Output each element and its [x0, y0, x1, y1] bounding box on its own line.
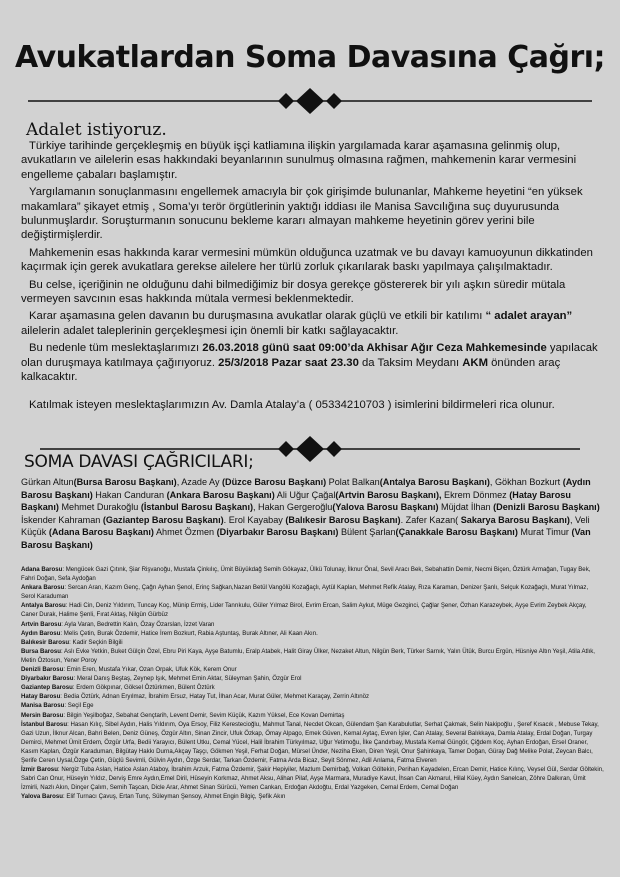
bar-list-row [21, 601, 604, 619]
caller-name: , Azade Ay [176, 477, 223, 487]
contact-note: Katılmak isteyen meslektaşlarımızın Av. Damla Atalay’a ( 05334210703 ) isimlerini bildirmeleri rica olunur. [29, 398, 555, 411]
bar-name: Diyarbakır Barosu [21, 675, 74, 683]
separator: : [73, 675, 77, 683]
bar-name: Yalova Barosu [21, 793, 63, 801]
page-title: Avukatlardan Soma Davasına Çağrı; [14, 40, 606, 75]
bar-list-row [21, 620, 604, 629]
bar-members: Erdem Gökpınar, Göksel Öztürkmen, Bülent Öztürk [76, 684, 215, 692]
caller-role: (Adana Barosu Başkanı) [48, 527, 154, 537]
bar-members: Hadi Cin, Deniz Yıldırım, Tuncay Koç, Münip Ermiş, Lider Tanrıkulu, Güler Yılmaz Birol, Evrim Ercan, Salim Aykut, Müge Gezginci, Çağlar Şener, Özhan Karazeybek, Ayşe Evrim Zeybek Akçay, Caner Durak, Halime Şenli, Fırat Aktaş, Nilgün Gürbüz [21, 602, 587, 619]
bar-name: Mersin Barosu [21, 711, 64, 719]
section-title: SOMA DAVASI ÇAĞRICILARI; [24, 452, 254, 472]
bar-name: Ankara Barosu [21, 584, 65, 592]
bar-members: Kadir Seçkin Bilgili [72, 638, 123, 646]
bar-name: Hatay Barosu [21, 693, 61, 701]
bar-list-row [21, 674, 604, 683]
bar-members: Seçil Ege [67, 702, 94, 710]
caller-role: (İstanbul Barosu Başkanı) [140, 502, 253, 512]
caller-role: (Van Barosu Başkanı) [21, 527, 591, 550]
caller-name: İskender Kahraman [21, 514, 103, 525]
bar-members: Hasan Kılıç, Sibel Aydın, Halis Yıldırım, Oya Ersoy, Filiz Kerestecioğlu, Mahmut Tanal, Necdet Okcan, Gülendam Şan Karabulutlar, Serhat Çakmak, Selin Nakipoğlu , Şeref Kısacık , Mebuse Tekay, Gazi Uzun, İlknur Alcan, Bahri Belen, Deniz Güneş, Özgür Altın, Sinan Zincir, Ufuk Özkap, Ömay Alpago, Emek Güven, Kemal Aytaç, Evren İşler, Can Atalay, Several Balıkkaya, Damla Atalay, Erdal Doğan, Turgay Demirci, Mehmet Ümit Erdem, Özgür Urfa, Bedii Yarayıcı, Bülent Utku, Cemal Yücel, Halil İbrahim Türkyılmaz, Uğur Yetimoğu, İlke Çandırbay, Mustafa Kemal Güngör, Çiğdem Koç, Ayhan Erdoğan, Ersel Oraner, Kasım Kaplan, Özgür Karaduman, Bilgütay Hakkı Durna,Akçay Taşçı, Gökmen Yeşil, Ferhat Doğan, Mürsel Ünder, Neziha Eken, Diren Yeşil, Onur Şahinkaya, Tamer Doğan, Güray Dağ Melike Polat, Zeycan Balcı, Şerife Ceren Uysal,Özge Çetin, Güçlü Sevimli, Gülvin Aydın, Özge Serdar, Tarkan Özdemir, Fatma Arda Bicaz, Seyit Sönmez, Adil Anlama, Fatma Elveren [21, 720, 599, 764]
bar-list-row [21, 792, 604, 801]
separator: : [61, 620, 65, 628]
separator: : [65, 602, 70, 610]
paragraph-6: Bu nedenle tüm meslektaşlarımızı 26.03.2018 günü saat 09:00’da Akhisar Ağır Ceza Mahkemesinde yapılacak olan duruşmaya katılmaya çağırıyoruz. 25/3/2018 Pazar saat 23.30 da Taksim Meydanı AKM önünden araç kalkacaktır. [21, 342, 598, 384]
paragraph-3: Mahkemenin esas hakkında karar vermesini mümkün olduğunca uzatmak ve bu davayı kamuoyunun dikkatinden kaçırmak için gerek avukatlara gerekse ailelere her türlü zorluk çıkarılarak baskı yapılmaya çalışılmaktadır. [21, 246, 593, 274]
caller-name: , Veli Küçük [21, 514, 590, 537]
subtitle: Adalet istiyoruz. [26, 120, 167, 140]
separator: : [60, 693, 64, 701]
bar-members: Bilgin Yeşilboğaz, Sebahat Gençtarih, Levent Demir, Sevim Küçük, Kazım Yüksel, Ece Kovan Demirtaş [66, 711, 345, 719]
caller-role: (Artvin Barosu Başkanı), [335, 489, 442, 500]
bar-list-row [21, 629, 604, 638]
caller-role: (Antalya Barosu Başkanı) [379, 477, 490, 487]
bar-members: Sercan Aran, Kazım Genç, Çağrı Ayhan Şenol, Erinç Sağkan,Nazan Betül Vangölü Kozağaçlı, Aytül Kaplan, Mehmet Refik Atalay, Rıza Karaman, Denizer Şanlı, Selçuk Kozağaçlı, Murat Yılmaz, Serol Karaduman [21, 584, 589, 601]
caller-role: (Bursa Barosu Başkanı) [73, 477, 177, 487]
separator: : [63, 793, 67, 801]
separator: : [62, 566, 66, 573]
bar-name: Bursa Barosu [21, 647, 61, 655]
caller-role: (Denizli Barosu Başkanı) [493, 502, 600, 512]
bar-members: Ayla Varan, Bedrettin Kalın, Özay Özarslan, İzzet Varan [64, 620, 215, 628]
separator: : [64, 584, 68, 592]
bar-name: Gaziantep Barosu [21, 684, 73, 692]
callers-list [21, 476, 601, 551]
body-text [21, 139, 599, 415]
caller-role: (Yalova Barosu Başkanı) [332, 502, 439, 512]
caller-name: Müjdat İlhan [438, 502, 494, 512]
paragraph-5: Karar aşamasına gelen davanın bu duruşmasına avukatlar olarak güçlü ve etkili bir katılımı “ adalet arayan” ailelerin adalet taleplerinin gerçekleşmesi için önemli bir katkı sağlayacaktır. [21, 310, 573, 337]
caller-name: Polat Balkan [326, 477, 380, 487]
bar-name: Balıkesir Barosu [21, 638, 70, 646]
bar-list-row [21, 711, 604, 720]
caller-name: Ahmet Özmen [153, 527, 217, 537]
bar-list-row [21, 683, 604, 692]
caller-name: . Zafer Kazan( [400, 514, 459, 525]
separator: : [64, 702, 68, 710]
bar-list-row [21, 720, 604, 765]
bar-members: Mengücek Gazi Çıtınk, Şiar Rişvanoğu, Mustafa Çinkılıç, Ümit Büyükdağ Semih Gökayaz, Ülkü Tolunay, İlknur Önal, Sevil Aracı Bek, Sebahattin Demir, Necmi Biçen, Öztürk Armağan, Tugay Bek, Fahri Doğan, Sefa Aydoğan [21, 566, 591, 583]
bar-name: İzmir Barosu [21, 766, 58, 774]
bar-name: Manisa Barosu [21, 702, 65, 710]
caller-name: Ekrem Dönmez [441, 489, 510, 500]
caller-name: . Erol Kayabay [223, 514, 286, 525]
bar-list-row [21, 647, 604, 665]
caller-role: (Çanakkale Barosu Başkanı) [395, 527, 518, 537]
bar-members: Meral Danış Beştaş, Zeynep Işık, Mehmet Emin Aktar, Süleyman Şahin, Özgür Erol [76, 675, 302, 683]
separator: : [57, 766, 62, 774]
caller-role: (Hatay Barosu Başkanı) [21, 489, 571, 512]
caller-role: (Gaziantep Barosu Başkanı) [102, 514, 224, 525]
caller-name: Ali Uğur Çağal [274, 489, 336, 500]
caller-name: Gürkan Altun [21, 477, 74, 487]
paragraph-4: Bu celse, içeriğinin ne olduğunu dahi bilmediğimiz bir dosya gerekçe göstererek bir yılı aşkın süredir mütala vermeyen savcının esas hakkında mütala vermesi beklenmektedir. [21, 278, 566, 306]
bar-members: Bedia Öztürk, Adnan Eryılmaz, İbrahim Ersuz, Hatay Tut, İlhan Acar, Murat Güler, Mehmet Karaçay, Zerrin Altınöz [63, 693, 370, 701]
bar-name: Artvin Barosu [21, 620, 62, 628]
separator: : [72, 684, 77, 692]
caller-name: , Gökhan Bozkurt [489, 477, 563, 487]
bar-name: Antalya Barosu [21, 602, 66, 610]
paragraph-1: Türkiye tarihinde gerçekleşmiş en büyük işçi katliamına ilişkin yargılamada karar aşamasına gelinmiş olup, avukatların ve ailelerin esas hakkındaki beyanlarının sunulmuş olmasına rağmen, mahkemenin karar vermesini engelleme çabaları başlamıştır. [21, 140, 577, 181]
bar-members: Melis Çetin, Burak Özdemir, Hatice İrem Bozkurt, Rabia Aştuntaş, Burak Altıner, Ali Kaan Akın. [63, 629, 318, 637]
bar-members: Aslı Evke Yetkin, Buket Gülçin Özel, Ebru Piri Kaya, Ayşe Batumlu, Eralp Atabek, Halit Giray Ülker, Nezaket Altun, Nilgün Berk, Türker Sarnık, Yalın Ütük, Burcu Ergün, Hüsniye Altın Yeşil, Atila Atlık, Metin Öztosun, Yener Poroy [21, 647, 595, 664]
bar-name: Aydın Barosu [21, 629, 61, 637]
bar-members: Emin Eren, Mustafa Yıkar, Ozan Orpak, Ufuk Kök, Kerem Onur [66, 666, 237, 674]
caller-role: (Balıkesir Barosu Başkanı) [285, 514, 401, 525]
bar-name: Denizli Barosu [21, 666, 64, 674]
caller-name: Murat Timur [517, 527, 572, 537]
bar-list-row [21, 765, 604, 792]
separator: : [69, 638, 73, 646]
separator: : [67, 720, 71, 728]
bar-list-row [21, 692, 604, 701]
bar-name: Adana Barosu [21, 566, 63, 573]
bar-association-list [21, 565, 604, 801]
bar-list-row [21, 583, 604, 601]
caller-role: (Aydın Barosu Başkanı) [21, 477, 591, 500]
separator: : [63, 711, 67, 719]
caller-name: Bülent Şarlan [338, 527, 396, 537]
separator: : [63, 666, 67, 674]
caller-role: (Ankara Barosu Başkanı) [166, 489, 275, 500]
paragraph-2: Yargılamanın sonuçlanmasını engellemek amacıyla bir çok girişimde bulunanlar, Mahkeme heyetini “en yüksek makamlara” şikayet etmiş , Soma’yı terör örgütlerinin yaktığı iddiası ile Manisa Savcılığına suç duyurusunda bulunmuşlardır. Soruşturmanın sonucunu bekleme kararı almayan mahkeme heyetinin görev yerini bile değiştirmişlerdir. [21, 186, 583, 242]
bar-members: Nergiz Tuba Aslan, Hatice Aslan Ataboy, İbrahim Arzuk, Fatma Özdemir, Şakir Hepiyiler, Mazlum Demirbağ, Volkan Göltekin, Perihan Kayadelen, Ercan Demir, Hatice Kılınç, Veysel Gül, Serdar Göltekin, Sabri Can Onur, Hüseyin Yıldız, Derviş Emre Aydın,Emel Diril, Hüseyin Korkmaz, Ahmet Aksu, Alihan Pilaf, Ayşe Marmara, Muradiye Kavut, İhsan Can Akmarul, Hilal Küey, Aydın Sanelcan, Zöhre Dalkıran, Ümit İzmirli, Nazlı Akın, Dinçer Çalım, Semih Taşcan, Dicle Arar, Ahmet Sinan Sürücü, Yemen Cankan, Erdoğan Akdoğtu, Erdal Yazgeken, Cemal Erdem, Cemal Doğan [21, 766, 604, 792]
bar-name: İstanbul Barosu [21, 720, 68, 728]
caller-name: Mehmet Durakoğlu [58, 502, 141, 512]
caller-role: (Düzce Barosu Başkanı) [222, 477, 327, 487]
bar-list-row [21, 565, 604, 583]
bar-list-row [21, 665, 604, 674]
caller-role: Sakarya Barosu Başkanı) [458, 514, 570, 525]
separator: : [60, 629, 64, 637]
separator: : [60, 647, 65, 655]
bar-list-row [21, 638, 604, 647]
caller-name: , Hakan Gergeroğlu [253, 502, 333, 512]
bar-members: Elif Turnacı Çavuş, Ertan Tunç, Süleyman Şensoy, Ahmet Engin Bilgiç, Şefik Akın [66, 793, 286, 801]
ornament-divider [0, 86, 620, 116]
bar-list-row [21, 701, 604, 710]
caller-role: (Diyarbakır Barosu Başkanı) [216, 527, 339, 537]
caller-name: Hakan Canduran [92, 489, 167, 500]
